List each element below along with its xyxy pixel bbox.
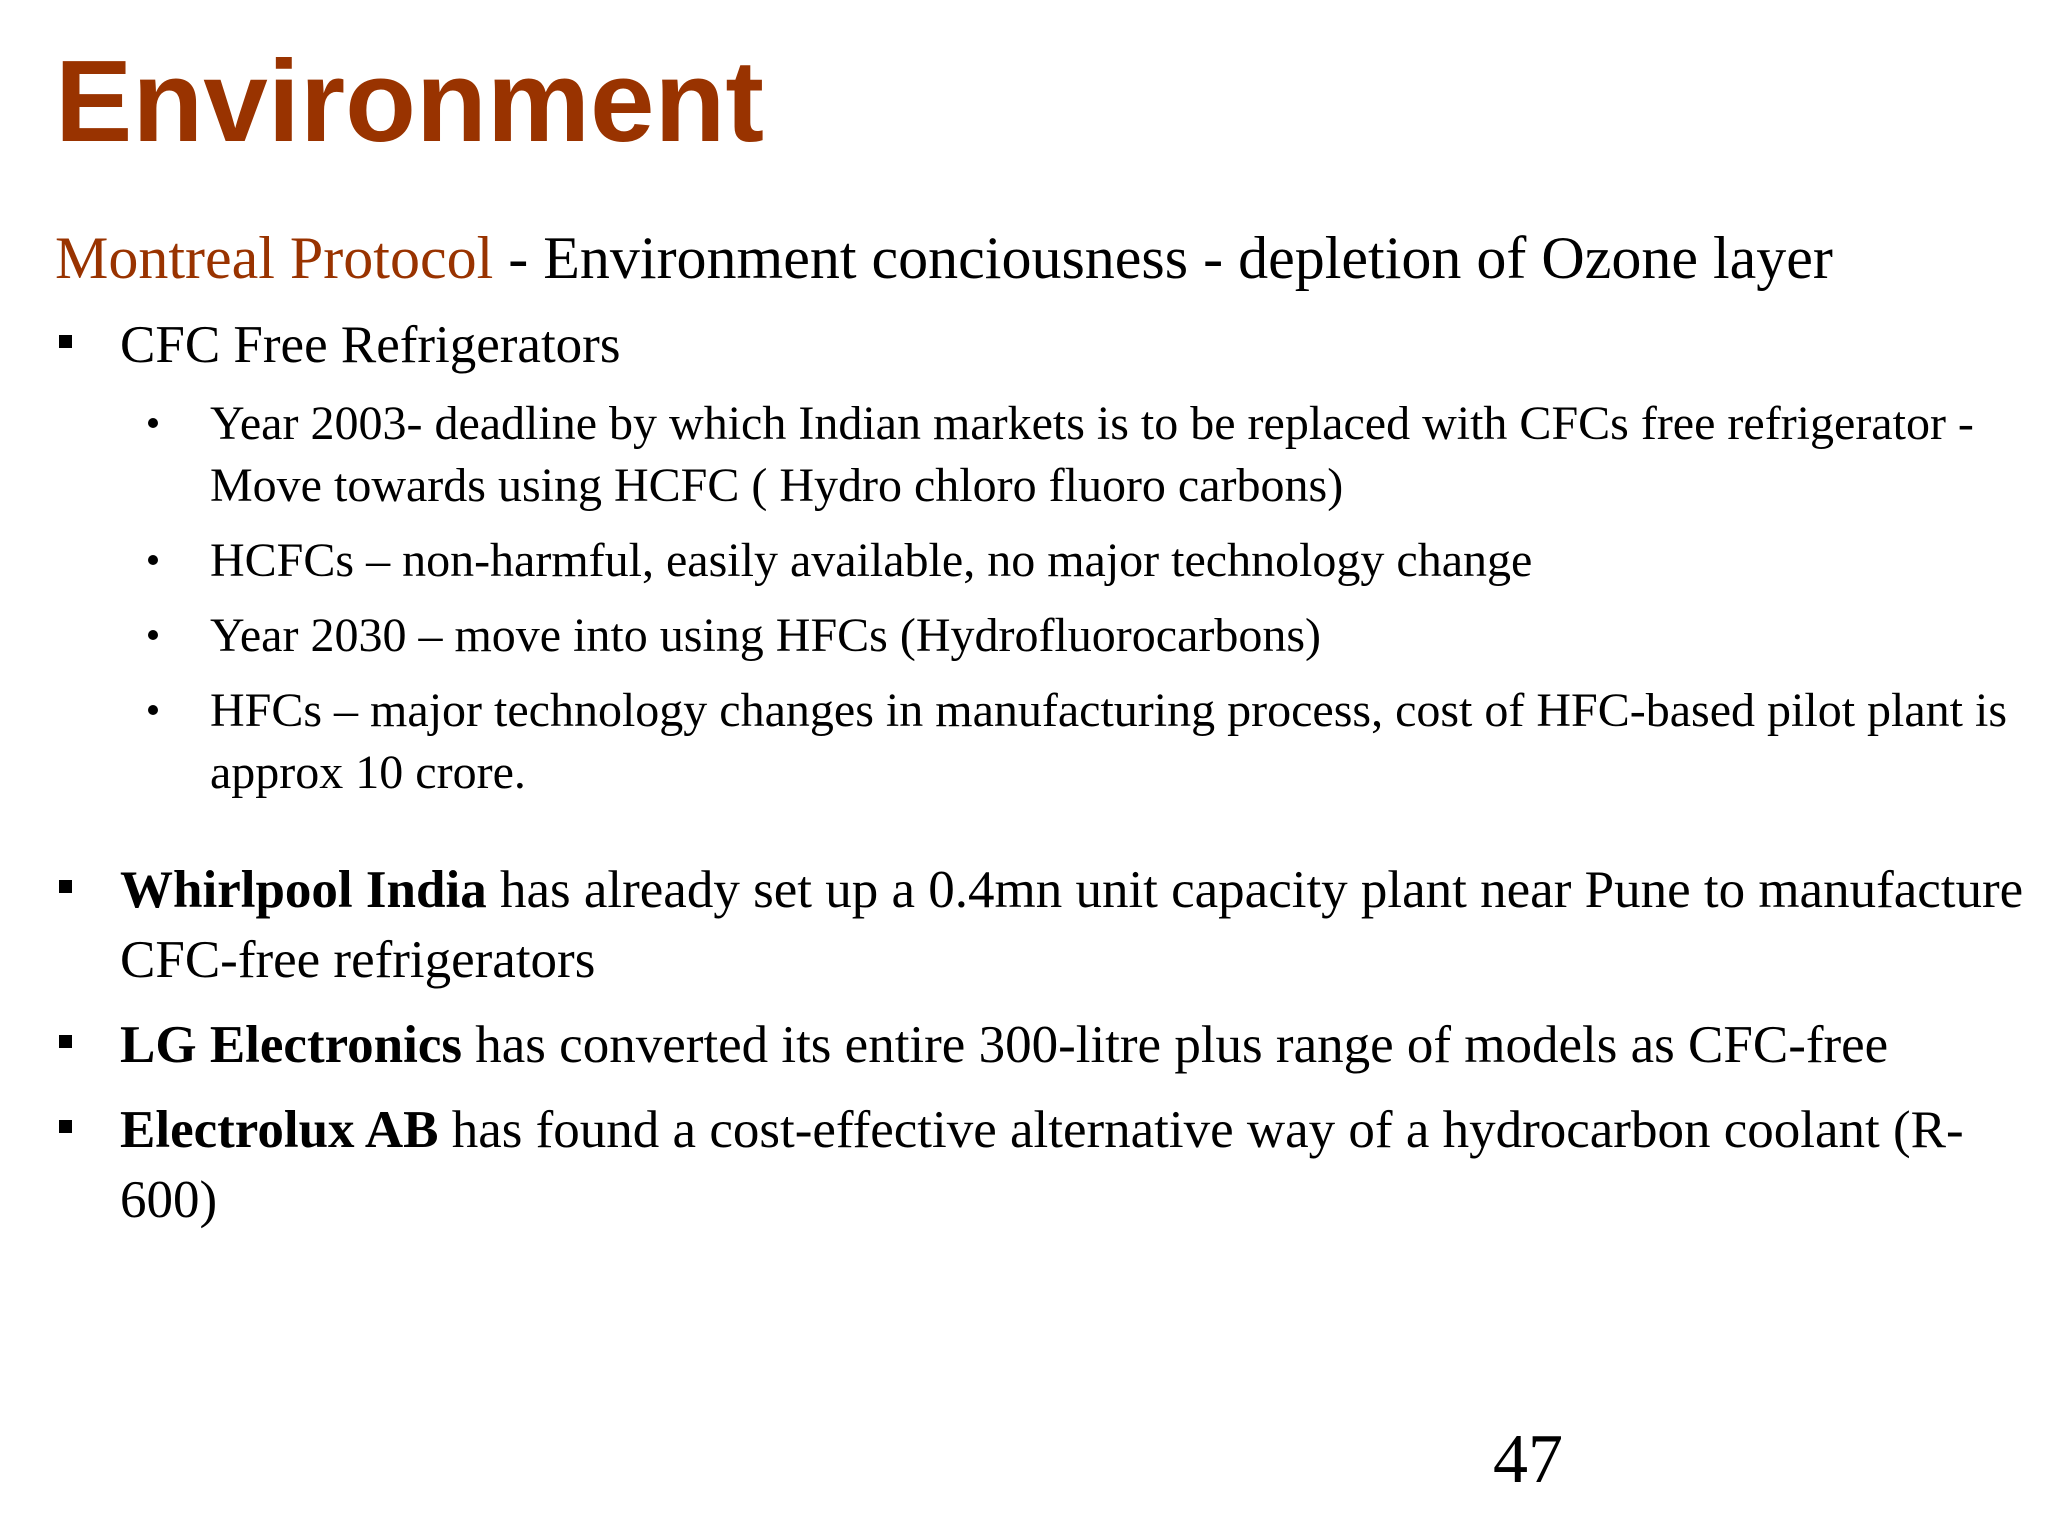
dot-bullet-icon bbox=[148, 418, 158, 428]
subtitle bbox=[55, 222, 2015, 294]
sub-bullet-3 bbox=[210, 605, 2010, 667]
company-name: Electrolux AB bbox=[120, 1101, 439, 1159]
company-text: has converted its entire 300-litre plus range of models as CFC-free bbox=[462, 1016, 1889, 1074]
square-bullet-icon bbox=[59, 1120, 72, 1133]
page-number: 47 bbox=[1493, 1421, 1563, 1498]
sub-bullet-text: HCFCs – non-harmful, easily available, no major technology change bbox=[210, 534, 1533, 587]
company-name: LG Electronics bbox=[120, 1016, 463, 1074]
company-name: Whirlpool India bbox=[120, 861, 487, 919]
subtitle-rest: - Environment conciousness - depletion of Ozone layer bbox=[493, 225, 1833, 291]
dot-bullet-icon bbox=[148, 555, 158, 565]
dot-bullet-icon bbox=[148, 705, 158, 715]
bullet-cfc-heading bbox=[120, 310, 2030, 380]
sub-bullet-4 bbox=[210, 680, 2010, 804]
sub-bullet-1 bbox=[210, 393, 2010, 517]
square-bullet-icon bbox=[59, 335, 72, 348]
dot-bullet-icon bbox=[148, 630, 158, 640]
subtitle-accent: Montreal Protocol bbox=[55, 225, 494, 291]
sub-bullet-text: Year 2030 – move into using HFCs (Hydrofluorocarbons) bbox=[210, 609, 1322, 662]
bullet-whirlpool bbox=[120, 855, 2030, 995]
sub-bullet-2 bbox=[210, 530, 2010, 592]
company-text: has found a cost-effective alternative way of a hydrocarbon coolant (R-600) bbox=[120, 1101, 1964, 1229]
slide-title: Environment bbox=[55, 36, 764, 166]
bullet-text: CFC Free Refrigerators bbox=[120, 316, 621, 374]
company-text: has already set up a 0.4mn unit capacity plant near Pune to manufacture CFC-free refrigerators bbox=[120, 861, 2024, 989]
square-bullet-icon bbox=[59, 880, 72, 893]
square-bullet-icon bbox=[59, 1035, 72, 1048]
sub-bullet-text: HFCs – major technology changes in manufacturing process, cost of HFC-based pilot plant is approx 10 crore. bbox=[210, 684, 2008, 799]
bullet-lg bbox=[120, 1010, 2030, 1080]
bullet-electrolux bbox=[120, 1095, 2030, 1235]
sub-bullet-text: Year 2003- deadline by which Indian markets is to be replaced with CFCs free refrigerator -Move towards using HCFC ( Hydro chloro fluoro carbons) bbox=[210, 397, 1974, 512]
